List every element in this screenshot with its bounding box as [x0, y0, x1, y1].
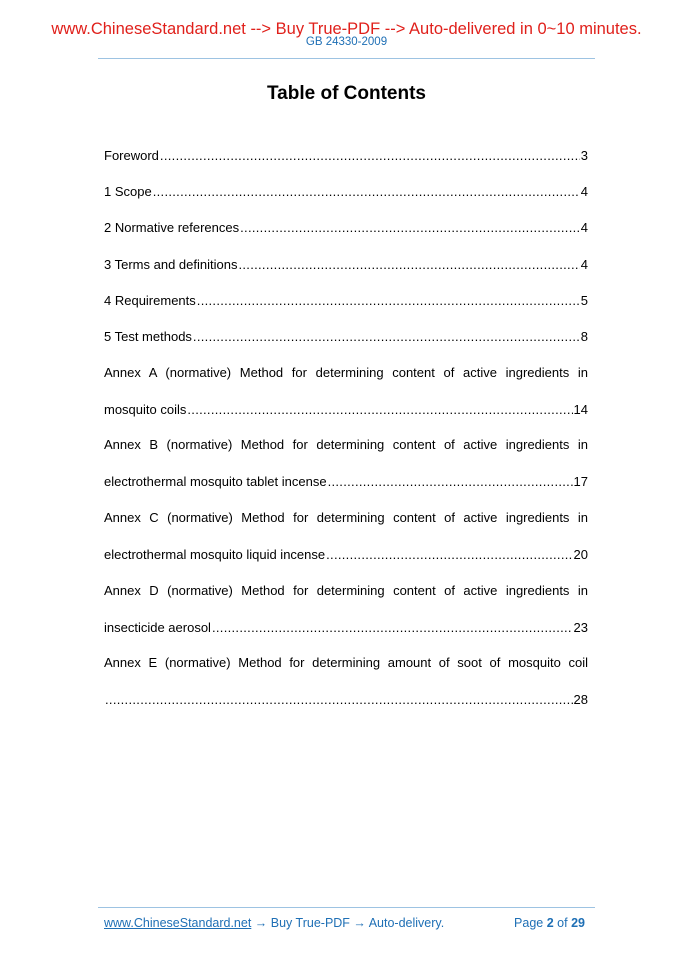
toc-entry-title: 2 Normative references	[104, 220, 240, 236]
page-counter	[514, 916, 585, 930]
toc-entry-title: Annex D (normative) Method for determining content of active ingredients in	[104, 582, 588, 598]
toc-entry-title: electrothermal mosquito liquid incense	[104, 546, 326, 562]
toc-entry-page: 28	[573, 692, 588, 708]
toc-entry-page: 4	[580, 220, 588, 236]
toc-entry-page: 23	[573, 619, 588, 635]
dot-leader	[212, 620, 573, 635]
toc-entry-annex-a-line1[interactable]	[104, 355, 588, 391]
page-of: of	[557, 916, 568, 930]
toc-entry-page: 17	[573, 474, 588, 490]
toc-entry-annex-b-line1[interactable]	[104, 427, 588, 463]
standard-code: GB 24330-2009	[305, 36, 388, 48]
dot-leader	[187, 402, 572, 417]
toc-entry-title: mosquito coils	[104, 401, 187, 417]
toc-entry-annex-d-line1[interactable]	[104, 573, 588, 609]
dot-leader	[193, 329, 580, 344]
page-label: Page	[514, 916, 544, 930]
toc-entry-annex-d-line2[interactable]	[104, 609, 588, 645]
toc-entry-title: insecticide aerosol	[104, 619, 211, 635]
toc-entry-title: electrothermal mosquito tablet incense	[104, 474, 327, 490]
toc-entry-annex-a-line2[interactable]	[104, 391, 588, 427]
toc-entry-page: 14	[573, 401, 588, 417]
toc-entry-annex-c-line1[interactable]	[104, 500, 588, 536]
delivery-text: → Buy True-PDF → Auto-delivery.	[251, 916, 445, 930]
toc-entry-page: 5	[580, 292, 588, 308]
dot-leader	[238, 257, 579, 272]
dot-leader	[105, 692, 573, 707]
toc-entry-title: 4 Requirements	[104, 292, 196, 308]
toc-entry-page: 4	[580, 183, 588, 199]
toc-entry-annex-c-line2[interactable]	[104, 536, 588, 572]
toc-entry-annex-b-line2[interactable]	[104, 464, 588, 500]
toc-entry-page: 3	[580, 147, 588, 163]
toc-entry-scope[interactable]	[104, 173, 588, 209]
toc-entry-title: Annex C (normative) Method for determining content of active ingredients in	[104, 509, 588, 525]
page-title: Table of Contents	[266, 83, 427, 104]
dot-leader	[153, 184, 580, 199]
toc-entry-page: 20	[573, 546, 588, 562]
page-current: 2	[546, 916, 554, 930]
dot-leader	[328, 474, 573, 489]
toc-entry-title: 5 Test methods	[104, 329, 192, 345]
toc-entry-test-methods[interactable]	[104, 318, 588, 354]
site-link[interactable]: www.ChineseStandard.net	[104, 916, 252, 930]
dot-leader	[160, 148, 580, 163]
dot-leader	[326, 547, 572, 562]
dot-leader	[197, 293, 580, 308]
page-total: 29	[571, 916, 585, 930]
toc-entry-normative-references[interactable]	[104, 210, 588, 246]
toc-entry-title: 3 Terms and definitions	[104, 256, 238, 272]
dot-leader	[240, 220, 580, 235]
toc-entry-title: Annex B (normative) Method for determining content of active ingredients in	[104, 437, 588, 453]
toc-entry-title: 1 Scope	[104, 183, 152, 199]
toc-entry-terms-definitions[interactable]	[104, 246, 588, 282]
toc-entry-title: Annex E (normative) Method for determining amount of soot of mosquito coil	[104, 655, 588, 671]
footer-links	[104, 916, 444, 930]
toc-entry-title: Annex A (normative) Method for determining content of active ingredients in	[104, 364, 588, 380]
toc-entry-page: 4	[580, 256, 588, 272]
header-divider	[98, 58, 595, 59]
toc-entry-foreword[interactable]	[104, 137, 588, 173]
promo-banner[interactable]: www.ChineseStandard.net --> Buy True-PDF --> Auto-delivered in 0~10 minutes.	[51, 20, 642, 38]
toc-entry-annex-e-line1[interactable]	[104, 645, 588, 681]
footer-divider	[98, 907, 595, 908]
toc-list	[104, 137, 588, 718]
toc-entry-title: Foreword	[104, 147, 159, 163]
toc-entry-requirements[interactable]	[104, 282, 588, 318]
toc-entry-annex-e-line2[interactable]	[104, 681, 588, 717]
toc-entry-page: 8	[580, 329, 588, 345]
